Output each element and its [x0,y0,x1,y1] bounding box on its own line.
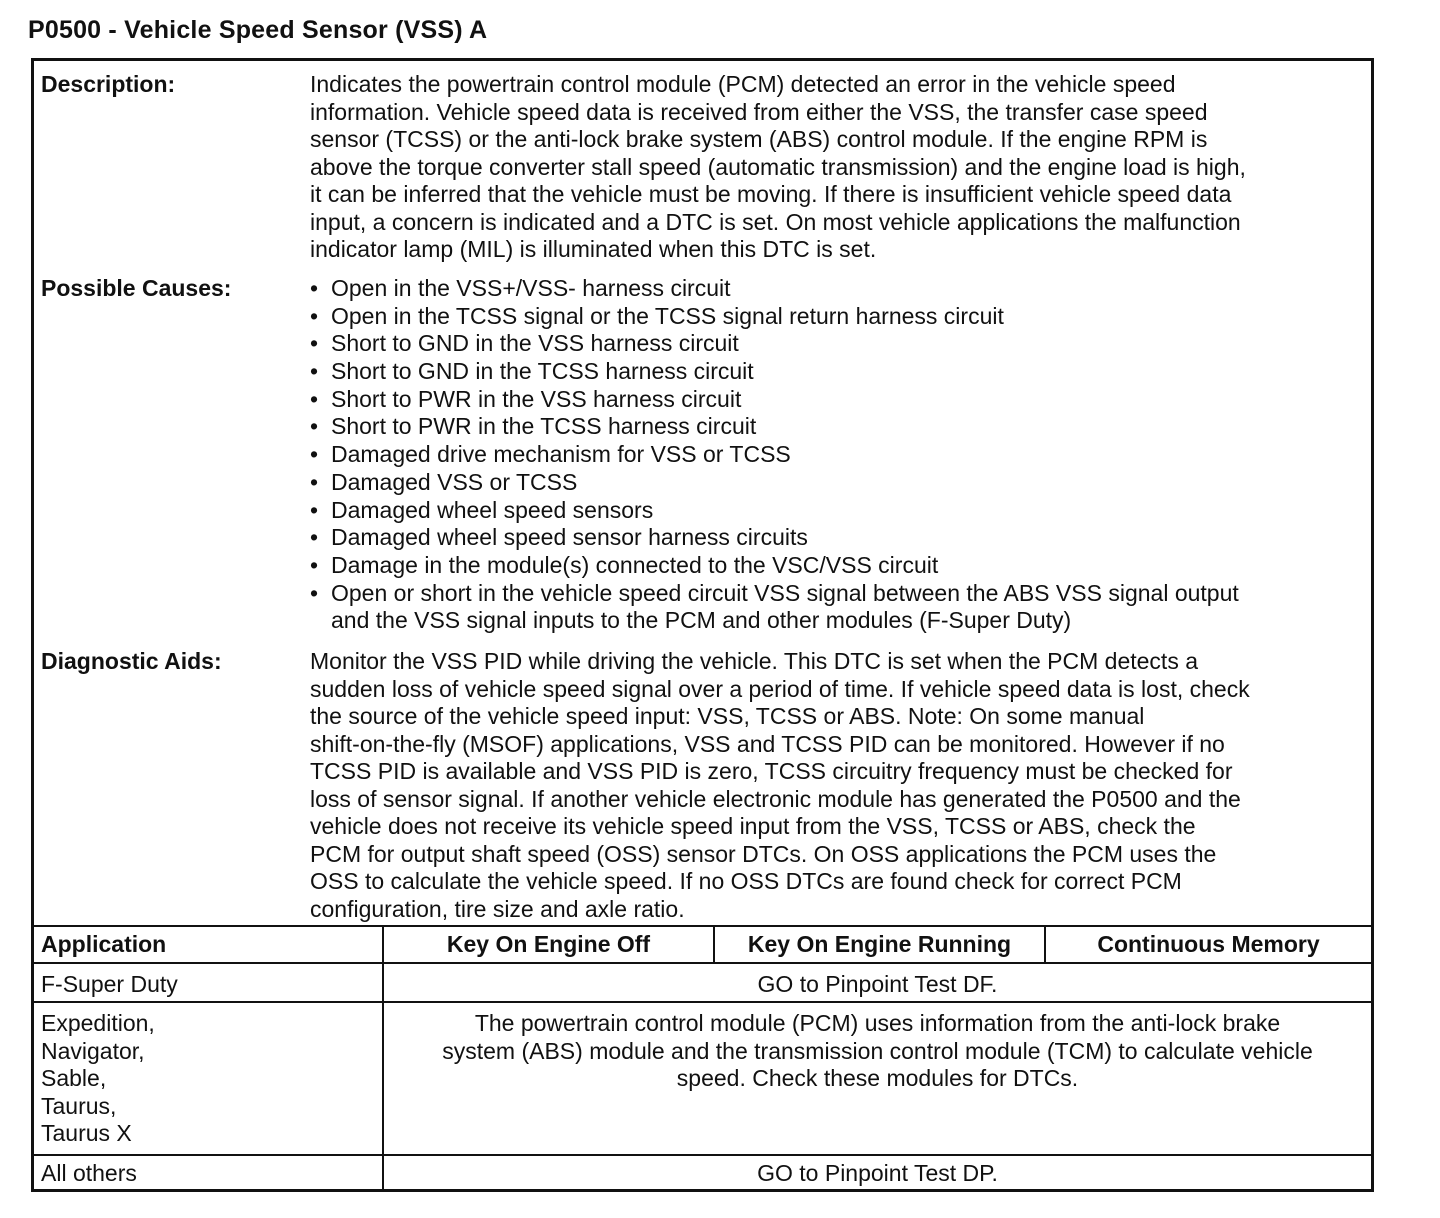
action-cell: GO to Pinpoint Test DF. [757,971,998,997]
cause-text: Damaged drive mechanism for VSS or TCSS [331,441,791,468]
cause-continuation: and the VSS signal inputs to the PCM and other modules (F-Super Duty) [331,607,1072,634]
list-item [310,441,1370,469]
diagnostic-line: the source of the vehicle speed input: VSS, TCSS or ABS. Note: On some manual [310,703,1145,729]
list-item [310,330,1370,358]
description-text [310,71,1370,264]
cause-text: Short to GND in the VSS harness circuit [331,330,739,357]
bullet-icon: • [310,385,319,412]
table-divider [34,962,1371,964]
application-line: Navigator, [41,1037,145,1064]
description-line: Indicates the powertrain control module (PCM) detected an error in the vehicle speed [310,71,1176,97]
application-line: Taurus X [41,1120,132,1146]
diagnostic-line: OSS to calculate the vehicle speed. If no OSS DTCs are found check for correct PCM [310,868,1182,894]
diagnostic-line: configuration, tire size and axle ratio. [310,895,685,922]
diagnostic-aids-text [310,648,1370,923]
page-title: P0500 - Vehicle Speed Sensor (VSS) A [28,16,488,44]
action-cell: GO to Pinpoint Test DP. [757,1160,998,1186]
diagnostic-line: TCSS PID is available and VSS PID is zero, TCSS circuitry frequency must be checked for [310,758,1233,784]
description-line: it can be inferred that the vehicle must be moving. If there is insufficient vehicle speed data [310,181,1232,207]
bullet-icon: • [310,496,319,523]
bullet-icon: • [310,302,319,329]
list-item [310,524,1370,552]
cause-text: Open or short in the vehicle speed circuit VSS signal between the ABS VSS signal output [331,579,1239,606]
table-divider [34,925,1371,927]
description-line: above the torque converter stall speed (automatic transmission) and the engine load is high, [310,153,1246,180]
cause-text: Damaged VSS or TCSS [331,468,578,495]
possible-causes-label: Possible Causes: [41,275,232,301]
dtc-table [31,58,1374,1192]
action-line: speed. Check these modules for DTCs. [676,1065,1079,1091]
application-cell: F-Super Duty [41,971,178,997]
bullet-icon: • [310,551,319,578]
diagnostic-aids-label: Diagnostic Aids: [41,648,222,674]
list-item [310,552,1370,580]
diagnostic-line: PCM for output shaft speed (OSS) sensor DTCs. On OSS applications the PCM uses the [310,840,1217,867]
cause-text: Short to PWR in the VSS harness circuit [331,385,742,412]
table-divider [34,1001,1371,1003]
action-cell [384,1010,1371,1093]
application-line: Expedition, [41,1010,155,1036]
action-line: system (ABS) module and the transmission control module (TCM) to calculate vehicle [442,1037,1313,1064]
bullet-icon: • [310,358,319,385]
bullet-icon: • [310,330,319,357]
list-item [310,413,1370,441]
diagnostic-line: loss of sensor signal. If another vehicle electronic module has generated the P0500 and the [310,785,1241,812]
bullet-icon: • [310,441,319,468]
cause-text: Open in the TCSS signal or the TCSS signal return harness circuit [331,302,1004,329]
bullet-icon: • [310,275,319,301]
bullet-icon: • [310,579,319,606]
action-line: The powertrain control module (PCM) uses information from the anti-lock brake [474,1010,1281,1036]
table-divider [34,1154,1371,1156]
bullet-icon: • [310,468,319,495]
application-line: Taurus, [41,1092,117,1119]
list-item [310,580,1370,608]
column-header-key-on-engine-running: Key On Engine Running [747,931,1012,957]
description-line: information. Vehicle speed data is received from either the VSS, the transfer case speed [310,98,1208,125]
bullet-icon: • [310,524,319,551]
column-header-continuous-memory: Continuous Memory [1097,931,1320,957]
list-item [310,386,1370,414]
application-line: Sable, [41,1065,107,1091]
cause-text: Damage in the module(s) connected to the VSC/VSS circuit [331,551,939,578]
description-line: indicator lamp (MIL) is illuminated when this DTC is set. [310,236,877,262]
diagnostic-line: Monitor the VSS PID while driving the vehicle. This DTC is set when the PCM detects a [310,648,1199,674]
description-label: Description: [41,71,176,97]
column-header-key-on-engine-off: Key On Engine Off [446,931,651,957]
list-item [310,303,1370,331]
list-item [310,358,1370,386]
diagnostic-line: vehicle does not receive its vehicle speed input from the VSS, TCSS or ABS, check the [310,813,1196,839]
description-line: input, a concern is indicated and a DTC is set. On most vehicle applications the malfunction [310,208,1241,235]
list-item [310,497,1370,525]
list-item [310,275,1370,303]
column-header-application: Application [41,931,167,957]
diagnostic-line: shift-on-the-fly (MSOF) applications, VSS and TCSS PID can be monitored. However if no [310,730,1225,757]
cause-text: Damaged wheel speed sensors [331,496,654,523]
application-cell: All others [41,1160,137,1186]
possible-causes-list [310,275,1370,635]
bullet-icon: • [310,413,319,440]
application-cell [41,1010,155,1148]
cause-text: Open in the VSS+/VSS- harness circuit [331,275,731,301]
cause-text: Damaged wheel speed sensor harness circuits [331,524,808,551]
diagnostic-line: sudden loss of vehicle speed signal over a period of time. If vehicle speed data is lost, check [310,675,1250,702]
description-line: sensor (TCSS) or the anti-lock brake system (ABS) control module. If the engine RPM is [310,126,1208,152]
list-item [310,469,1370,497]
cause-text: Short to PWR in the TCSS harness circuit [331,413,757,440]
cause-text: Short to GND in the TCSS harness circuit [331,358,754,385]
